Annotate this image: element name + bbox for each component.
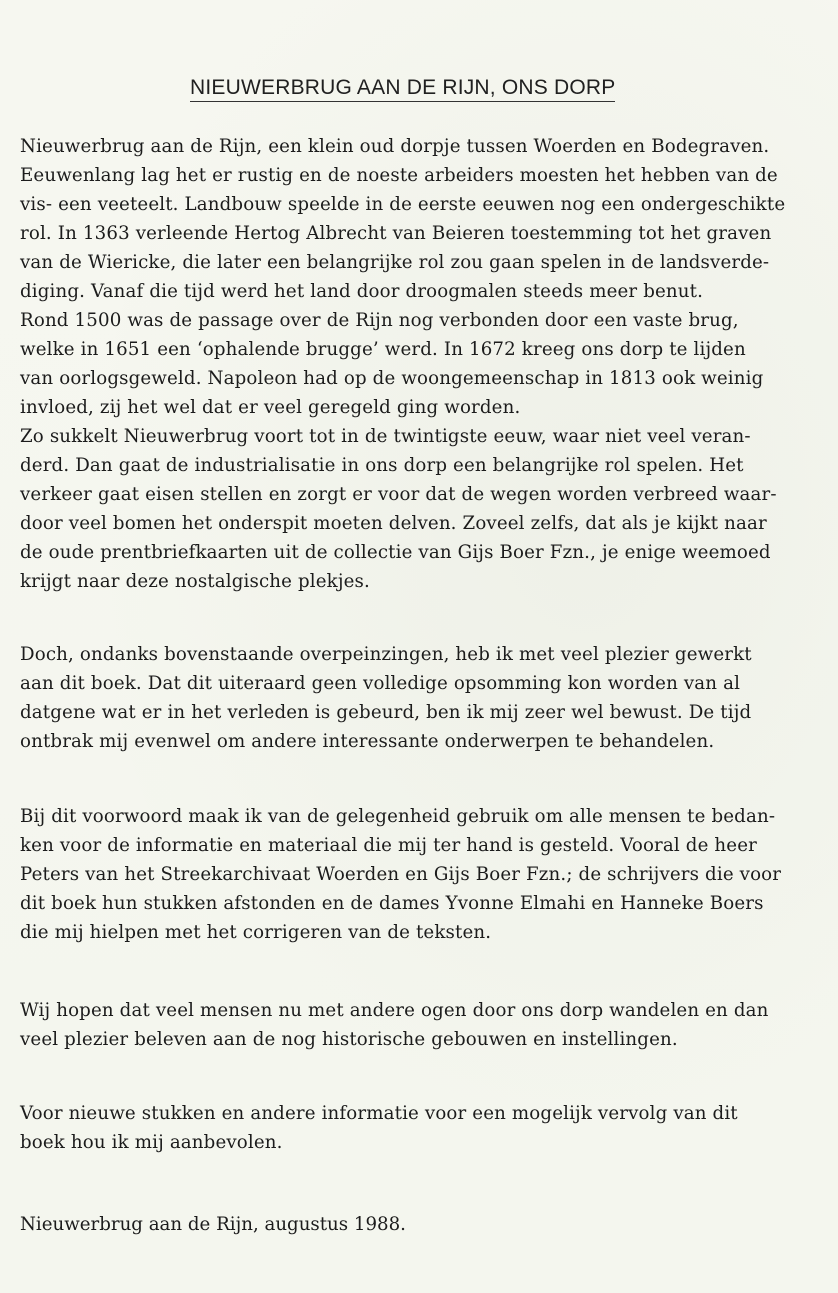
text-line: ken voor de informatie en materiaal die mij ter hand is gesteld. Vooral de heer bbox=[20, 835, 757, 856]
signature-line: Nieuwerbrug aan de Rijn, augustus 1988. bbox=[20, 1214, 406, 1235]
text-line: de oude prentbriefkaarten uit de collectie van Gijs Boer Fzn., je enige weemoed bbox=[20, 542, 771, 563]
text-line: ontbrak mij evenwel om andere interessante onderwerpen te behandelen. bbox=[20, 731, 715, 752]
text-line: krijgt naar deze nostalgische plekjes. bbox=[20, 571, 370, 592]
text-line: Voor nieuwe stukken en andere informatie voor een mogelijk vervolg van dit bbox=[20, 1103, 738, 1124]
text-line: aan dit boek. Dat dit uiteraard geen volledige opsomming kon worden van al bbox=[20, 673, 741, 694]
text-line: rol. In 1363 verleende Hertog Albrecht van Beieren toestemming tot het graven bbox=[20, 223, 772, 244]
text-line: Wij hopen dat veel mensen nu met andere ogen door ons dorp wandelen en dan bbox=[20, 1000, 769, 1021]
text-line: van de Wiericke, die later een belangrijke rol zou gaan spelen in de landsverde- bbox=[20, 252, 770, 273]
text-line: van oorlogsgeweld. Napoleon had op de woongemeenschap in 1813 ook weinig bbox=[20, 368, 764, 389]
text-line: Eeuwenlang lag het er rustig en de noeste arbeiders moesten het hebben van de bbox=[20, 165, 778, 186]
text-line: invloed, zij het wel dat er veel geregeld ging worden. bbox=[20, 397, 521, 418]
text-line: vis- een veeteelt. Landbouw speelde in de eerste eeuwen nog een ondergeschikte bbox=[20, 194, 786, 215]
text-line: diging. Vanaf die tijd werd het land door droogmalen steeds meer benut. bbox=[20, 281, 704, 302]
paragraph-closing bbox=[20, 1099, 802, 1157]
text-line: dit boek hun stukken afstonden en de dames Yvonne Elmahi en Hanneke Boers bbox=[20, 893, 764, 914]
text-line: veel plezier beleven aan de nog historische gebouwen en instellingen. bbox=[20, 1029, 678, 1050]
text-line: Nieuwerbrug aan de Rijn, een klein oud dorpje tussen Woerden en Bodegraven. bbox=[20, 136, 770, 157]
text-line: Zo sukkelt Nieuwerbrug voort tot in de twintigste eeuw, waar niet veel veran- bbox=[20, 426, 751, 447]
text-line: Peters van het Streekarchivaat Woerden en Gijs Boer Fzn.; de schrijvers die voor bbox=[20, 864, 782, 885]
paragraph-reflection bbox=[20, 640, 802, 756]
text-line: die mij hielpen met het corrigeren van de teksten. bbox=[20, 922, 492, 943]
text-line: Bij dit voorwoord maak ik van de gelegenheid gebruik om alle mensen te bedan- bbox=[20, 806, 776, 827]
paragraph-acknowledgements bbox=[20, 802, 802, 947]
text-line: Rond 1500 was de passage over de Rijn nog verbonden door een vaste brug, bbox=[20, 310, 739, 331]
text-line: boek hou ik mij aanbevolen. bbox=[20, 1132, 283, 1153]
text-line: Doch, ondanks bovenstaande overpeinzingen, heb ik met veel plezier gewerkt bbox=[20, 644, 752, 665]
paragraph-intro bbox=[20, 132, 802, 596]
paragraph-hope bbox=[20, 996, 802, 1054]
text-line: door veel bomen het onderspit moeten delven. Zoveel zelfs, dat als je kijkt naar bbox=[20, 513, 767, 534]
text-line: verkeer gaat eisen stellen en zorgt er voor dat de wegen worden verbreed waar- bbox=[20, 484, 777, 505]
text-line: datgene wat er in het verleden is gebeurd, ben ik mij zeer wel bewust. De tijd bbox=[20, 702, 752, 723]
text-line: welke in 1651 een ‘ophalende brugge’ werd. In 1672 kreeg ons dorp te lijden bbox=[20, 339, 746, 360]
text-line: derd. Dan gaat de industrialisatie in ons dorp een belangrijke rol spelen. Het bbox=[20, 455, 744, 476]
page-title: NIEUWERBRUG AAN DE RIJN, ONS DORP bbox=[190, 76, 615, 102]
body-text bbox=[20, 132, 802, 1157]
